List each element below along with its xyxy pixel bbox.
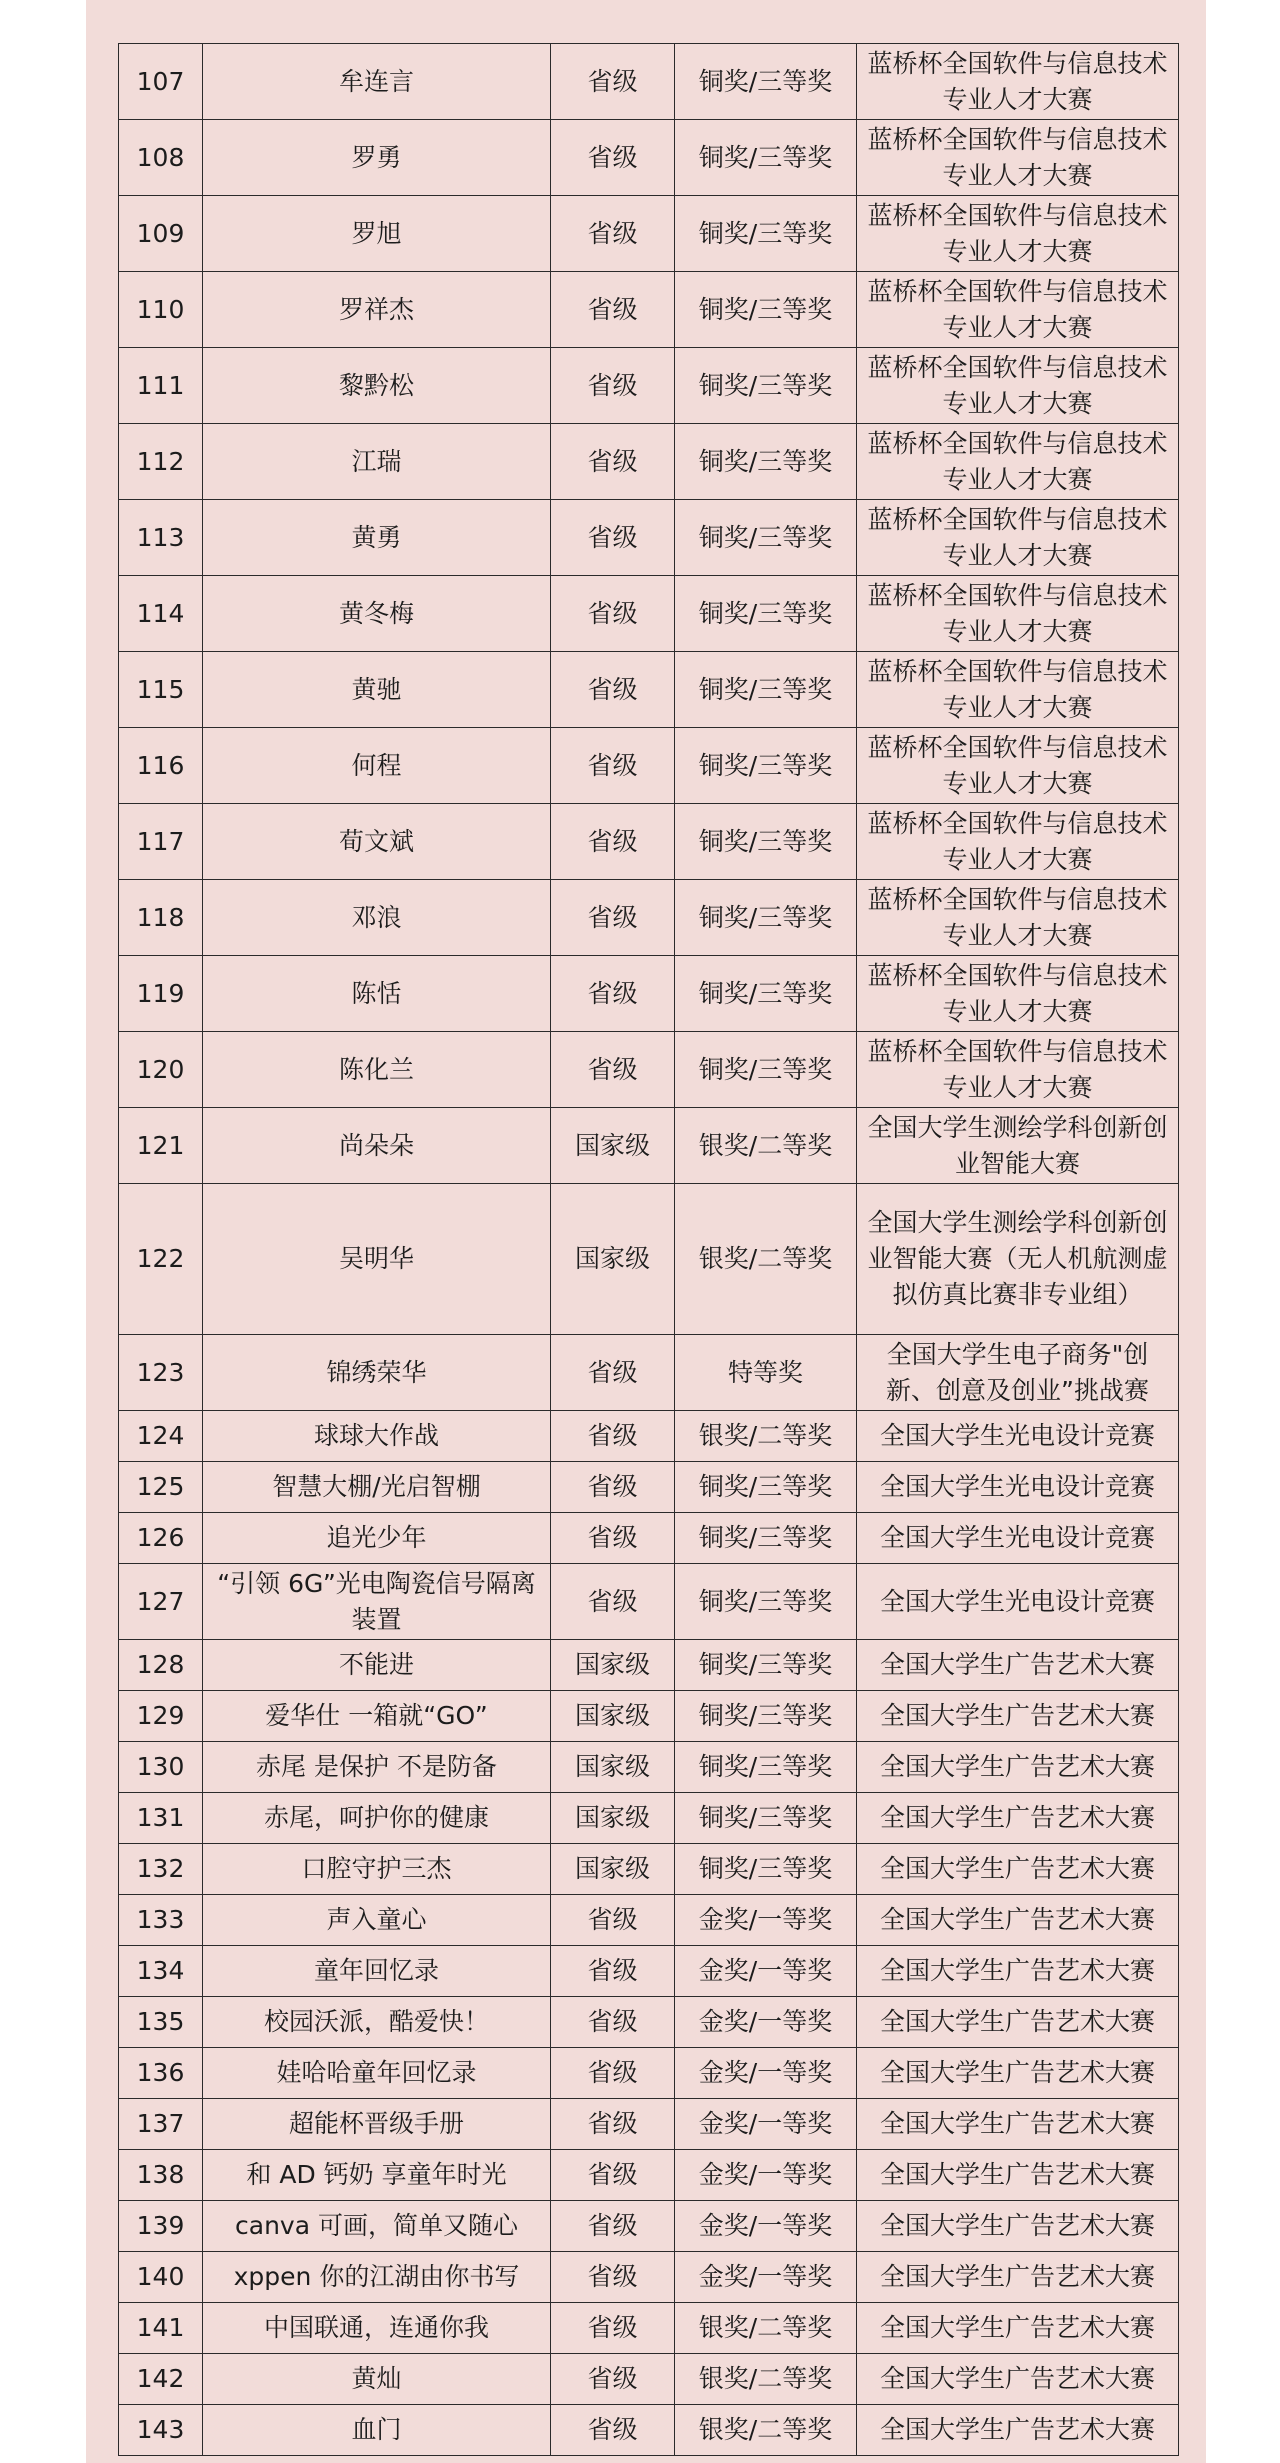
cell-number: 133 bbox=[119, 1895, 203, 1946]
cell-competition: 全国大学生广告艺术大赛 bbox=[857, 2150, 1179, 2201]
cell-level: 省级 bbox=[551, 576, 675, 652]
cell-level: 国家级 bbox=[551, 1691, 675, 1742]
cell-number: 118 bbox=[119, 880, 203, 956]
table-row bbox=[119, 196, 1179, 272]
cell-name: 和 AD 钙奶 享童年时光 bbox=[203, 2150, 551, 2201]
table-row bbox=[119, 348, 1179, 424]
cell-award: 铜奖/三等奖 bbox=[675, 1032, 857, 1108]
cell-award: 铜奖/三等奖 bbox=[675, 1742, 857, 1793]
cell-number: 115 bbox=[119, 652, 203, 728]
cell-competition: 蓝桥杯全国软件与信息技术专业人才大赛 bbox=[857, 500, 1179, 576]
table-row bbox=[119, 2252, 1179, 2303]
cell-name: 黎黔松 bbox=[203, 348, 551, 424]
cell-level: 省级 bbox=[551, 1032, 675, 1108]
cell-competition: 全国大学生电子商务"创新、创意及创业”挑战赛 bbox=[857, 1335, 1179, 1411]
cell-number: 138 bbox=[119, 2150, 203, 2201]
cell-name: 何程 bbox=[203, 728, 551, 804]
cell-level: 省级 bbox=[551, 1564, 675, 1640]
cell-competition: 全国大学生广告艺术大赛 bbox=[857, 2252, 1179, 2303]
table-row bbox=[119, 1946, 1179, 1997]
cell-number: 141 bbox=[119, 2303, 203, 2354]
table-row bbox=[119, 2405, 1179, 2456]
cell-competition: 蓝桥杯全国软件与信息技术专业人才大赛 bbox=[857, 348, 1179, 424]
cell-level: 省级 bbox=[551, 728, 675, 804]
cell-name: 追光少年 bbox=[203, 1513, 551, 1564]
cell-award: 银奖/二等奖 bbox=[675, 2405, 857, 2456]
cell-name: 牟连言 bbox=[203, 44, 551, 120]
cell-name: 罗祥杰 bbox=[203, 272, 551, 348]
cell-name: 爱华仕 一箱就“GO” bbox=[203, 1691, 551, 1742]
cell-level: 省级 bbox=[551, 348, 675, 424]
table-row bbox=[119, 1640, 1179, 1691]
cell-name: 锦绣荣华 bbox=[203, 1335, 551, 1411]
cell-number: 119 bbox=[119, 956, 203, 1032]
cell-name: 赤尾，呵护你的健康 bbox=[203, 1793, 551, 1844]
cell-award: 金奖/一等奖 bbox=[675, 1946, 857, 1997]
cell-award: 铜奖/三等奖 bbox=[675, 120, 857, 196]
cell-level: 省级 bbox=[551, 2354, 675, 2405]
cell-level: 国家级 bbox=[551, 1844, 675, 1895]
cell-level: 省级 bbox=[551, 2150, 675, 2201]
cell-level: 省级 bbox=[551, 1335, 675, 1411]
cell-award: 铜奖/三等奖 bbox=[675, 1691, 857, 1742]
table-row bbox=[119, 1184, 1179, 1335]
table-row bbox=[119, 2354, 1179, 2405]
cell-level: 省级 bbox=[551, 500, 675, 576]
cell-competition: 全国大学生光电设计竞赛 bbox=[857, 1513, 1179, 1564]
table-row bbox=[119, 1564, 1179, 1640]
cell-number: 126 bbox=[119, 1513, 203, 1564]
cell-name: 吴明华 bbox=[203, 1184, 551, 1335]
cell-competition: 蓝桥杯全国软件与信息技术专业人才大赛 bbox=[857, 880, 1179, 956]
table-row bbox=[119, 2048, 1179, 2099]
cell-award: 铜奖/三等奖 bbox=[675, 1462, 857, 1513]
cell-level: 省级 bbox=[551, 652, 675, 728]
cell-competition: 全国大学生广告艺术大赛 bbox=[857, 1742, 1179, 1793]
table-row bbox=[119, 2150, 1179, 2201]
cell-award: 银奖/二等奖 bbox=[675, 1108, 857, 1184]
cell-award: 特等奖 bbox=[675, 1335, 857, 1411]
cell-award: 金奖/一等奖 bbox=[675, 1997, 857, 2048]
cell-competition: 全国大学生光电设计竞赛 bbox=[857, 1411, 1179, 1462]
cell-level: 国家级 bbox=[551, 1793, 675, 1844]
cell-award: 铜奖/三等奖 bbox=[675, 1844, 857, 1895]
table-row bbox=[119, 1513, 1179, 1564]
table-row bbox=[119, 1108, 1179, 1184]
cell-competition: 蓝桥杯全国软件与信息技术专业人才大赛 bbox=[857, 576, 1179, 652]
cell-number: 123 bbox=[119, 1335, 203, 1411]
awards-table bbox=[118, 43, 1179, 2456]
cell-level: 国家级 bbox=[551, 1184, 675, 1335]
cell-level: 省级 bbox=[551, 120, 675, 196]
cell-name: canva 可画，简单又随心 bbox=[203, 2201, 551, 2252]
table-row bbox=[119, 1691, 1179, 1742]
cell-award: 铜奖/三等奖 bbox=[675, 804, 857, 880]
table-row bbox=[119, 1844, 1179, 1895]
cell-number: 136 bbox=[119, 2048, 203, 2099]
cell-name: 黄灿 bbox=[203, 2354, 551, 2405]
table-row bbox=[119, 120, 1179, 196]
cell-number: 107 bbox=[119, 44, 203, 120]
cell-name: 口腔守护三杰 bbox=[203, 1844, 551, 1895]
cell-number: 117 bbox=[119, 804, 203, 880]
cell-level: 省级 bbox=[551, 1462, 675, 1513]
table-row bbox=[119, 1032, 1179, 1108]
cell-competition: 蓝桥杯全国软件与信息技术专业人才大赛 bbox=[857, 424, 1179, 500]
cell-competition: 全国大学生广告艺术大赛 bbox=[857, 1640, 1179, 1691]
cell-number: 140 bbox=[119, 2252, 203, 2303]
cell-name: 赤尾 是保护 不是防备 bbox=[203, 1742, 551, 1793]
cell-number: 143 bbox=[119, 2405, 203, 2456]
cell-name: 智慧大棚/光启智棚 bbox=[203, 1462, 551, 1513]
cell-name: 罗勇 bbox=[203, 120, 551, 196]
cell-level: 省级 bbox=[551, 880, 675, 956]
table-row bbox=[119, 652, 1179, 728]
cell-competition: 全国大学生广告艺术大赛 bbox=[857, 1793, 1179, 1844]
cell-level: 省级 bbox=[551, 2303, 675, 2354]
cell-award: 金奖/一等奖 bbox=[675, 1895, 857, 1946]
cell-name: 荀文斌 bbox=[203, 804, 551, 880]
cell-level: 省级 bbox=[551, 1411, 675, 1462]
table-row bbox=[119, 500, 1179, 576]
cell-name: “引领 6G”光电陶瓷信号隔离装置 bbox=[203, 1564, 551, 1640]
cell-level: 省级 bbox=[551, 196, 675, 272]
cell-name: xppen 你的江湖由你书写 bbox=[203, 2252, 551, 2303]
table-row bbox=[119, 424, 1179, 500]
cell-award: 银奖/二等奖 bbox=[675, 2354, 857, 2405]
cell-number: 137 bbox=[119, 2099, 203, 2150]
cell-competition: 全国大学生测绘学科创新创业智能大赛 bbox=[857, 1108, 1179, 1184]
cell-number: 108 bbox=[119, 120, 203, 196]
table-row bbox=[119, 1793, 1179, 1844]
cell-level: 国家级 bbox=[551, 1742, 675, 1793]
cell-name: 声入童心 bbox=[203, 1895, 551, 1946]
cell-name: 球球大作战 bbox=[203, 1411, 551, 1462]
table-row bbox=[119, 576, 1179, 652]
cell-number: 110 bbox=[119, 272, 203, 348]
cell-number: 130 bbox=[119, 1742, 203, 1793]
document-page bbox=[86, 0, 1206, 2463]
table-row bbox=[119, 2099, 1179, 2150]
cell-level: 省级 bbox=[551, 1997, 675, 2048]
cell-level: 国家级 bbox=[551, 1108, 675, 1184]
cell-competition: 蓝桥杯全国软件与信息技术专业人才大赛 bbox=[857, 956, 1179, 1032]
cell-award: 铜奖/三等奖 bbox=[675, 500, 857, 576]
cell-award: 铜奖/三等奖 bbox=[675, 1564, 857, 1640]
cell-award: 铜奖/三等奖 bbox=[675, 44, 857, 120]
cell-number: 109 bbox=[119, 196, 203, 272]
cell-number: 113 bbox=[119, 500, 203, 576]
cell-competition: 全国大学生广告艺术大赛 bbox=[857, 2099, 1179, 2150]
table-row bbox=[119, 1742, 1179, 1793]
cell-name: 黄冬梅 bbox=[203, 576, 551, 652]
cell-competition: 全国大学生广告艺术大赛 bbox=[857, 2405, 1179, 2456]
table-row bbox=[119, 1335, 1179, 1411]
table-row bbox=[119, 2201, 1179, 2252]
cell-award: 铜奖/三等奖 bbox=[675, 576, 857, 652]
cell-competition: 蓝桥杯全国软件与信息技术专业人才大赛 bbox=[857, 196, 1179, 272]
cell-competition: 蓝桥杯全国软件与信息技术专业人才大赛 bbox=[857, 272, 1179, 348]
cell-competition: 全国大学生广告艺术大赛 bbox=[857, 1946, 1179, 1997]
cell-level: 省级 bbox=[551, 44, 675, 120]
cell-competition: 蓝桥杯全国软件与信息技术专业人才大赛 bbox=[857, 728, 1179, 804]
cell-level: 省级 bbox=[551, 956, 675, 1032]
cell-competition: 蓝桥杯全国软件与信息技术专业人才大赛 bbox=[857, 120, 1179, 196]
cell-name: 超能杯晋级手册 bbox=[203, 2099, 551, 2150]
table-row bbox=[119, 44, 1179, 120]
cell-competition: 全国大学生测绘学科创新创业智能大赛（无人机航测虚拟仿真比赛非专业组） bbox=[857, 1184, 1179, 1335]
cell-level: 省级 bbox=[551, 2048, 675, 2099]
table-row bbox=[119, 1462, 1179, 1513]
cell-award: 银奖/二等奖 bbox=[675, 1184, 857, 1335]
cell-award: 铜奖/三等奖 bbox=[675, 196, 857, 272]
cell-competition: 蓝桥杯全国软件与信息技术专业人才大赛 bbox=[857, 44, 1179, 120]
cell-name: 校园沃派，酷爱快！ bbox=[203, 1997, 551, 2048]
cell-award: 金奖/一等奖 bbox=[675, 2048, 857, 2099]
cell-award: 铜奖/三等奖 bbox=[675, 728, 857, 804]
table-row bbox=[119, 804, 1179, 880]
cell-competition: 蓝桥杯全国软件与信息技术专业人才大赛 bbox=[857, 804, 1179, 880]
cell-award: 金奖/一等奖 bbox=[675, 2099, 857, 2150]
cell-competition: 全国大学生广告艺术大赛 bbox=[857, 2354, 1179, 2405]
cell-award: 铜奖/三等奖 bbox=[675, 348, 857, 424]
cell-number: 122 bbox=[119, 1184, 203, 1335]
table-row bbox=[119, 880, 1179, 956]
cell-award: 银奖/二等奖 bbox=[675, 1411, 857, 1462]
cell-award: 铜奖/三等奖 bbox=[675, 1513, 857, 1564]
cell-award: 金奖/一等奖 bbox=[675, 2201, 857, 2252]
cell-award: 铜奖/三等奖 bbox=[675, 652, 857, 728]
cell-number: 127 bbox=[119, 1564, 203, 1640]
table-row bbox=[119, 272, 1179, 348]
cell-number: 124 bbox=[119, 1411, 203, 1462]
cell-name: 黄勇 bbox=[203, 500, 551, 576]
cell-name: 罗旭 bbox=[203, 196, 551, 272]
cell-number: 131 bbox=[119, 1793, 203, 1844]
cell-competition: 全国大学生广告艺术大赛 bbox=[857, 1895, 1179, 1946]
cell-number: 135 bbox=[119, 1997, 203, 2048]
cell-level: 国家级 bbox=[551, 1640, 675, 1691]
cell-name: 娃哈哈童年回忆录 bbox=[203, 2048, 551, 2099]
cell-name: 童年回忆录 bbox=[203, 1946, 551, 1997]
cell-award: 金奖/一等奖 bbox=[675, 2252, 857, 2303]
cell-name: 黄驰 bbox=[203, 652, 551, 728]
cell-award: 铜奖/三等奖 bbox=[675, 1793, 857, 1844]
cell-name: 陈化兰 bbox=[203, 1032, 551, 1108]
cell-award: 银奖/二等奖 bbox=[675, 2303, 857, 2354]
cell-competition: 全国大学生光电设计竞赛 bbox=[857, 1462, 1179, 1513]
cell-number: 129 bbox=[119, 1691, 203, 1742]
cell-name: 中国联通，连通你我 bbox=[203, 2303, 551, 2354]
cell-name: 江瑞 bbox=[203, 424, 551, 500]
cell-award: 铜奖/三等奖 bbox=[675, 424, 857, 500]
table-row bbox=[119, 1411, 1179, 1462]
cell-number: 116 bbox=[119, 728, 203, 804]
cell-number: 120 bbox=[119, 1032, 203, 1108]
cell-number: 134 bbox=[119, 1946, 203, 1997]
table-row bbox=[119, 2303, 1179, 2354]
cell-number: 139 bbox=[119, 2201, 203, 2252]
cell-number: 121 bbox=[119, 1108, 203, 1184]
cell-level: 省级 bbox=[551, 424, 675, 500]
cell-name: 邓浪 bbox=[203, 880, 551, 956]
awards-table-body bbox=[119, 44, 1179, 2456]
table-row bbox=[119, 1997, 1179, 2048]
cell-number: 112 bbox=[119, 424, 203, 500]
cell-competition: 蓝桥杯全国软件与信息技术专业人才大赛 bbox=[857, 652, 1179, 728]
cell-name: 尚朵朵 bbox=[203, 1108, 551, 1184]
cell-level: 省级 bbox=[551, 1946, 675, 1997]
cell-level: 省级 bbox=[551, 804, 675, 880]
cell-award: 铜奖/三等奖 bbox=[675, 956, 857, 1032]
table-row bbox=[119, 956, 1179, 1032]
cell-level: 省级 bbox=[551, 2405, 675, 2456]
cell-name: 血门 bbox=[203, 2405, 551, 2456]
cell-award: 铜奖/三等奖 bbox=[675, 880, 857, 956]
cell-level: 省级 bbox=[551, 2201, 675, 2252]
cell-level: 省级 bbox=[551, 272, 675, 348]
cell-number: 111 bbox=[119, 348, 203, 424]
cell-number: 142 bbox=[119, 2354, 203, 2405]
cell-number: 114 bbox=[119, 576, 203, 652]
cell-competition: 全国大学生广告艺术大赛 bbox=[857, 1997, 1179, 2048]
cell-competition: 全国大学生广告艺术大赛 bbox=[857, 2303, 1179, 2354]
cell-number: 128 bbox=[119, 1640, 203, 1691]
cell-level: 省级 bbox=[551, 1895, 675, 1946]
cell-name: 陈恬 bbox=[203, 956, 551, 1032]
cell-level: 省级 bbox=[551, 1513, 675, 1564]
cell-competition: 全国大学生广告艺术大赛 bbox=[857, 2048, 1179, 2099]
cell-competition: 蓝桥杯全国软件与信息技术专业人才大赛 bbox=[857, 1032, 1179, 1108]
cell-award: 铜奖/三等奖 bbox=[675, 272, 857, 348]
cell-competition: 全国大学生广告艺术大赛 bbox=[857, 1844, 1179, 1895]
cell-award: 金奖/一等奖 bbox=[675, 2150, 857, 2201]
cell-name: 不能进 bbox=[203, 1640, 551, 1691]
cell-number: 132 bbox=[119, 1844, 203, 1895]
table-row bbox=[119, 1895, 1179, 1946]
cell-number: 125 bbox=[119, 1462, 203, 1513]
cell-competition: 全国大学生广告艺术大赛 bbox=[857, 2201, 1179, 2252]
cell-competition: 全国大学生广告艺术大赛 bbox=[857, 1691, 1179, 1742]
cell-level: 省级 bbox=[551, 2252, 675, 2303]
cell-award: 铜奖/三等奖 bbox=[675, 1640, 857, 1691]
cell-competition: 全国大学生光电设计竞赛 bbox=[857, 1564, 1179, 1640]
cell-level: 省级 bbox=[551, 2099, 675, 2150]
table-row bbox=[119, 728, 1179, 804]
